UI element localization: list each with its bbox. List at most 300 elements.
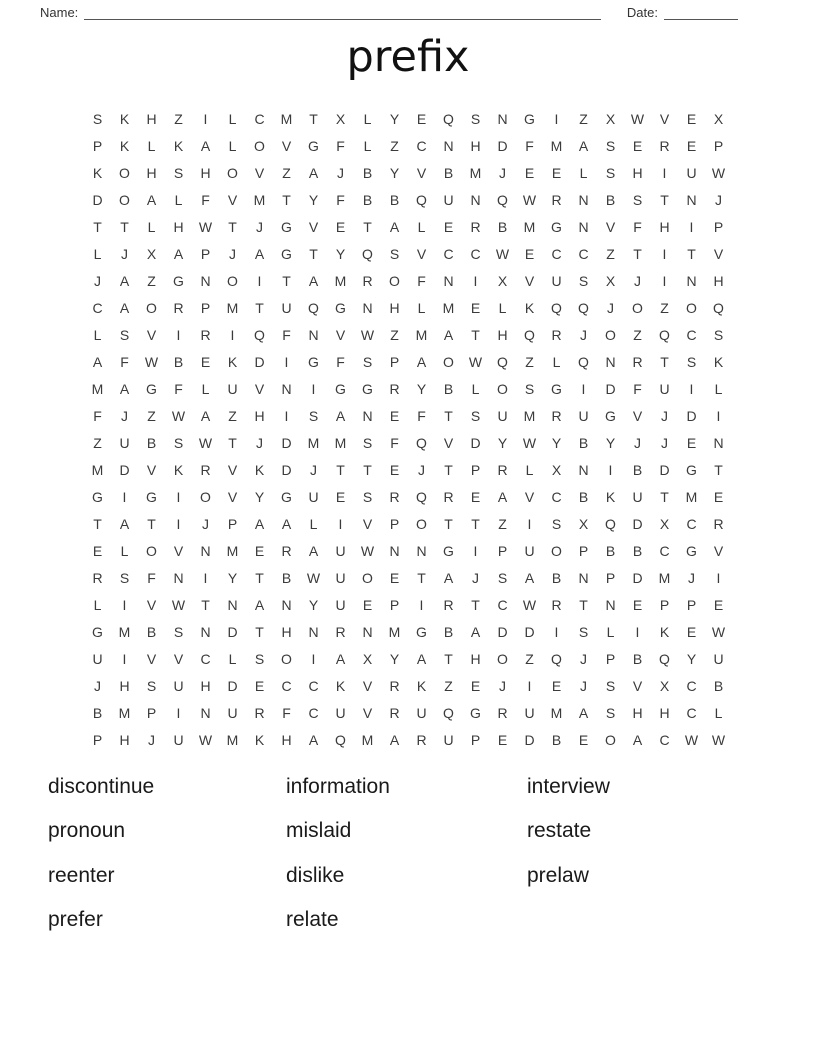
grid-row <box>84 592 732 619</box>
grid-letter: H <box>659 218 670 235</box>
grid-letter: I <box>311 380 316 397</box>
grid-letter: M <box>334 434 347 451</box>
grid-letter: R <box>254 704 265 721</box>
grid-letter: N <box>470 191 481 208</box>
grid-letter: V <box>362 677 373 694</box>
grid-row <box>84 511 732 538</box>
grid-letter: P <box>146 704 157 721</box>
grid-letter: Y <box>416 380 427 397</box>
grid-letter: E <box>578 731 589 748</box>
grid-letter: A <box>146 191 157 208</box>
grid-letter: O <box>443 353 454 370</box>
grid-letter: U <box>497 407 508 424</box>
grid-letter: E <box>497 731 508 748</box>
grid-letter: G <box>281 245 292 262</box>
grid-letter: J <box>661 407 668 424</box>
grid-letter: Q <box>254 326 265 343</box>
grid-letter: T <box>633 245 642 262</box>
grid-letter: R <box>551 326 562 343</box>
grid-letter: N <box>200 623 211 640</box>
grid-letter: R <box>443 596 454 613</box>
grid-letter: D <box>524 731 535 748</box>
grid-letter: M <box>361 731 374 748</box>
grid-letter: V <box>362 515 373 532</box>
grid-letter: Z <box>633 326 642 343</box>
grid-letter: H <box>632 164 643 181</box>
grid-letter: B <box>632 650 643 667</box>
grid-letter: Z <box>525 353 534 370</box>
grid-letter: S <box>92 110 103 127</box>
word-list-item: interview <box>527 774 610 798</box>
grid-letter: E <box>551 164 562 181</box>
grid-letter: J <box>607 299 614 316</box>
grid-letter: P <box>200 299 211 316</box>
grid-letter: S <box>524 380 535 397</box>
grid-letter: F <box>417 407 426 424</box>
grid-letter: R <box>389 488 400 505</box>
grid-letter: Y <box>254 488 265 505</box>
grid-letter: C <box>686 326 697 343</box>
grid-row <box>84 241 732 268</box>
grid-letter: L <box>363 137 372 154</box>
grid-letter: G <box>92 623 103 640</box>
grid-letter: T <box>579 596 588 613</box>
grid-letter: L <box>228 110 237 127</box>
grid-letter: Z <box>147 407 156 424</box>
grid-letter: E <box>92 542 103 559</box>
grid-letter: C <box>659 542 670 559</box>
grid-letter: A <box>173 245 184 262</box>
grid-letter: F <box>336 191 345 208</box>
grid-letter: Y <box>686 650 697 667</box>
grid-letter: E <box>551 677 562 694</box>
grid-letter: M <box>226 299 239 316</box>
grid-letter: H <box>119 677 130 694</box>
grid-letter: U <box>443 731 454 748</box>
grid-letter: E <box>389 461 400 478</box>
grid-letter: Y <box>227 569 238 586</box>
grid-row <box>84 376 732 403</box>
grid-letter: Q <box>659 650 670 667</box>
grid-letter: V <box>173 650 184 667</box>
grid-letter: F <box>147 569 156 586</box>
grid-letter: L <box>417 218 426 235</box>
grid-letter: M <box>523 218 536 235</box>
grid-letter: A <box>578 137 589 154</box>
grid-letter: B <box>362 191 373 208</box>
grid-letter: G <box>362 380 373 397</box>
grid-letter: T <box>282 272 291 289</box>
grid-letter: L <box>147 137 156 154</box>
grid-letter: N <box>416 542 427 559</box>
grid-letter: X <box>713 110 724 127</box>
grid-letter: K <box>173 461 184 478</box>
grid-letter: A <box>632 731 643 748</box>
grid-letter: M <box>523 407 536 424</box>
grid-letter: M <box>388 623 401 640</box>
grid-letter: X <box>551 461 562 478</box>
grid-letter: W <box>198 218 213 235</box>
grid-letter: Z <box>579 110 588 127</box>
grid-row <box>84 322 732 349</box>
grid-letter: O <box>119 164 130 181</box>
grid-letter: A <box>524 569 535 586</box>
grid-letter: J <box>229 245 236 262</box>
grid-letter: R <box>659 137 670 154</box>
grid-letter: B <box>497 218 508 235</box>
grid-letter: U <box>335 704 346 721</box>
grid-letter: Q <box>362 245 373 262</box>
grid-letter: O <box>605 326 616 343</box>
grid-letter: N <box>497 110 508 127</box>
grid-letter: M <box>226 731 239 748</box>
grid-letter: A <box>497 488 508 505</box>
grid-letter: A <box>119 272 130 289</box>
grid-letter: E <box>443 218 454 235</box>
grid-letter: M <box>226 542 239 559</box>
grid-letter: R <box>497 461 508 478</box>
grid-letter: D <box>227 677 238 694</box>
grid-letter: B <box>632 542 643 559</box>
grid-letter: Z <box>498 515 507 532</box>
grid-letter: N <box>362 299 373 316</box>
grid-letter: F <box>633 380 642 397</box>
grid-letter: G <box>686 542 697 559</box>
grid-letter: V <box>146 596 157 613</box>
grid-letter: E <box>686 623 697 640</box>
grid-letter: L <box>606 623 615 640</box>
grid-letter: T <box>228 434 237 451</box>
grid-letter: V <box>227 461 238 478</box>
grid-letter: G <box>686 461 697 478</box>
grid-letter: U <box>227 380 238 397</box>
grid-letter: W <box>711 623 726 640</box>
grid-letter: B <box>443 380 454 397</box>
grid-letter: D <box>659 461 670 478</box>
grid-letter: P <box>470 461 481 478</box>
grid-letter: Q <box>578 299 589 316</box>
grid-letter: K <box>659 623 670 640</box>
grid-letter: Q <box>416 434 427 451</box>
grid-letter: I <box>473 272 478 289</box>
grid-letter: L <box>579 164 588 181</box>
grid-letter: H <box>281 731 292 748</box>
grid-letter: H <box>146 164 157 181</box>
grid-letter: G <box>281 488 292 505</box>
grid-row <box>84 133 732 160</box>
grid-letter: X <box>659 677 670 694</box>
grid-letter: I <box>473 542 478 559</box>
grid-letter: H <box>659 704 670 721</box>
grid-letter: O <box>119 191 130 208</box>
grid-letter: G <box>470 704 481 721</box>
grid-letter: J <box>661 434 668 451</box>
grid-letter: T <box>309 245 318 262</box>
grid-letter: V <box>713 542 724 559</box>
grid-letter: B <box>92 704 103 721</box>
grid-letter: H <box>470 650 481 667</box>
grid-letter: K <box>416 677 427 694</box>
grid-letter: M <box>118 704 131 721</box>
grid-letter: A <box>92 353 103 370</box>
grid-letter: H <box>632 704 643 721</box>
grid-letter: Q <box>308 299 319 316</box>
grid-letter: W <box>684 731 699 748</box>
grid-letter: I <box>122 650 127 667</box>
grid-letter: N <box>605 596 616 613</box>
grid-letter: H <box>119 731 130 748</box>
grid-letter: T <box>120 218 129 235</box>
grid-letter: L <box>714 380 723 397</box>
grid-letter: A <box>389 731 400 748</box>
grid-letter: I <box>257 272 262 289</box>
grid-letter: V <box>524 272 535 289</box>
grid-letter: B <box>578 488 589 505</box>
grid-letter: C <box>308 704 319 721</box>
grid-letter: W <box>144 353 159 370</box>
grid-letter: T <box>93 515 102 532</box>
grid-letter: J <box>256 218 263 235</box>
grid-row <box>84 646 732 673</box>
grid-letter: R <box>200 461 211 478</box>
grid-letter: S <box>173 434 184 451</box>
grid-letter: U <box>227 704 238 721</box>
grid-letter: L <box>714 704 723 721</box>
grid-letter: Z <box>93 434 102 451</box>
grid-letter: V <box>281 137 292 154</box>
grid-letter: J <box>580 677 587 694</box>
grid-letter: F <box>336 137 345 154</box>
grid-letter: B <box>443 623 454 640</box>
grid-letter: I <box>176 704 181 721</box>
grid-letter: Q <box>497 353 508 370</box>
grid-letter: E <box>524 245 535 262</box>
grid-letter: W <box>630 110 645 127</box>
grid-row <box>84 673 732 700</box>
grid-letter: P <box>686 596 697 613</box>
grid-letter: D <box>254 353 265 370</box>
grid-letter: A <box>119 515 130 532</box>
grid-letter: I <box>230 326 235 343</box>
grid-letter: W <box>468 353 483 370</box>
grid-row <box>84 160 732 187</box>
grid-letter: U <box>578 407 589 424</box>
grid-letter: N <box>578 191 589 208</box>
grid-letter: A <box>119 380 130 397</box>
grid-letter: B <box>551 731 562 748</box>
grid-letter: P <box>659 596 670 613</box>
grid-letter: H <box>713 272 724 289</box>
grid-letter: Y <box>308 596 319 613</box>
grid-letter: T <box>660 353 669 370</box>
grid-letter: T <box>687 245 696 262</box>
grid-letter: A <box>308 164 319 181</box>
grid-letter: I <box>716 407 721 424</box>
grid-letter: M <box>118 623 131 640</box>
grid-letter: Q <box>578 353 589 370</box>
grid-letter: N <box>578 569 589 586</box>
grid-letter: M <box>91 461 104 478</box>
grid-letter: E <box>686 110 697 127</box>
grid-letter: E <box>470 299 481 316</box>
grid-letter: R <box>497 704 508 721</box>
grid-letter: N <box>173 569 184 586</box>
grid-letter: E <box>470 488 481 505</box>
grid-letter: K <box>335 677 346 694</box>
grid-letter: V <box>227 488 238 505</box>
grid-letter: Y <box>497 434 508 451</box>
grid-letter: J <box>580 650 587 667</box>
grid-letter: B <box>605 191 616 208</box>
grid-row <box>84 295 732 322</box>
grid-letter: K <box>92 164 103 181</box>
grid-letter: Z <box>390 326 399 343</box>
grid-letter: T <box>201 596 210 613</box>
grid-row <box>84 430 732 457</box>
grid-letter: P <box>497 542 508 559</box>
grid-letter: K <box>254 461 265 478</box>
grid-letter: M <box>415 326 428 343</box>
grid-letter: B <box>362 164 373 181</box>
grid-letter: T <box>336 461 345 478</box>
grid-letter: I <box>284 353 289 370</box>
grid-letter: R <box>416 731 427 748</box>
word-list-item: pronoun <box>48 819 126 843</box>
grid-row <box>84 565 732 592</box>
grid-letter: N <box>308 623 319 640</box>
grid-letter: Y <box>605 434 616 451</box>
grid-letter: O <box>227 272 238 289</box>
grid-letter: Y <box>308 191 319 208</box>
grid-letter: J <box>256 434 263 451</box>
grid-letter: J <box>148 731 155 748</box>
grid-letter: V <box>605 218 616 235</box>
grid-letter: O <box>254 137 265 154</box>
grid-letter: Q <box>659 326 670 343</box>
grid-letter: S <box>119 569 130 586</box>
grid-letter: X <box>362 650 373 667</box>
grid-letter: B <box>443 164 454 181</box>
grid-letter: T <box>309 110 318 127</box>
grid-letter: L <box>93 326 102 343</box>
grid-letter: V <box>416 245 427 262</box>
grid-letter: F <box>633 218 642 235</box>
grid-row <box>84 403 732 430</box>
grid-letter: A <box>308 272 319 289</box>
grid-letter: Q <box>443 704 454 721</box>
word-list-item: discontinue <box>48 774 155 798</box>
grid-letter: U <box>551 272 562 289</box>
grid-letter: Q <box>443 110 454 127</box>
word-list-column <box>286 775 527 953</box>
grid-letter: U <box>119 434 130 451</box>
grid-letter: H <box>200 164 211 181</box>
grid-letter: W <box>171 596 186 613</box>
grid-letter: V <box>632 407 643 424</box>
grid-letter: B <box>578 434 589 451</box>
grid-letter: F <box>336 353 345 370</box>
grid-letter: C <box>497 596 508 613</box>
grid-letter: N <box>686 272 697 289</box>
grid-letter: M <box>91 380 104 397</box>
grid-letter: O <box>227 164 238 181</box>
grid-letter: I <box>662 245 667 262</box>
grid-letter: P <box>713 218 724 235</box>
grid-letter: F <box>120 353 129 370</box>
grid-letter: A <box>578 704 589 721</box>
grid-letter: Q <box>551 299 562 316</box>
grid-letter: R <box>632 353 643 370</box>
grid-letter: E <box>632 137 643 154</box>
grid-letter: H <box>254 407 265 424</box>
grid-letter: I <box>176 488 181 505</box>
grid-letter: K <box>254 731 265 748</box>
grid-letter: U <box>416 704 427 721</box>
grid-letter: F <box>174 380 183 397</box>
grid-letter: M <box>469 164 482 181</box>
grid-letter: A <box>200 407 211 424</box>
grid-row <box>84 214 732 241</box>
grid-letter: W <box>495 245 510 262</box>
grid-letter: J <box>94 272 101 289</box>
grid-letter: R <box>551 596 562 613</box>
wordsearch-grid <box>84 106 732 754</box>
grid-letter: N <box>443 272 454 289</box>
grid-letter: G <box>146 488 157 505</box>
grid-letter: L <box>228 137 237 154</box>
grid-letter: D <box>605 380 616 397</box>
grid-letter: J <box>499 164 506 181</box>
grid-letter: O <box>146 542 157 559</box>
grid-letter: I <box>527 677 532 694</box>
grid-letter: N <box>281 380 292 397</box>
grid-letter: F <box>201 191 210 208</box>
grid-letter: O <box>416 515 427 532</box>
word-list-item: prefer <box>48 908 103 932</box>
grid-letter: V <box>632 677 643 694</box>
grid-letter: W <box>711 731 726 748</box>
grid-letter: L <box>93 596 102 613</box>
grid-letter: T <box>660 488 669 505</box>
grid-letter: A <box>254 245 265 262</box>
grid-letter: W <box>522 434 537 451</box>
grid-letter: I <box>527 515 532 532</box>
grid-letter: S <box>119 326 130 343</box>
grid-letter: C <box>551 245 562 262</box>
word-list-item: information <box>286 774 390 798</box>
grid-letter: Z <box>282 164 291 181</box>
grid-letter: F <box>282 326 291 343</box>
grid-letter: I <box>554 623 559 640</box>
grid-letter: L <box>552 353 561 370</box>
grid-row <box>84 727 732 754</box>
grid-letter: O <box>281 650 292 667</box>
grid-letter: P <box>92 731 103 748</box>
grid-letter: U <box>713 650 724 667</box>
grid-letter: S <box>470 407 481 424</box>
grid-letter: A <box>308 731 319 748</box>
grid-letter: I <box>176 326 181 343</box>
word-list-column <box>527 775 610 953</box>
grid-letter: D <box>497 137 508 154</box>
grid-letter: V <box>227 191 238 208</box>
grid-letter: T <box>471 515 480 532</box>
grid-letter: C <box>281 677 292 694</box>
grid-letter: S <box>362 488 373 505</box>
grid-letter: R <box>389 380 400 397</box>
grid-letter: R <box>362 272 373 289</box>
grid-letter: S <box>254 650 265 667</box>
